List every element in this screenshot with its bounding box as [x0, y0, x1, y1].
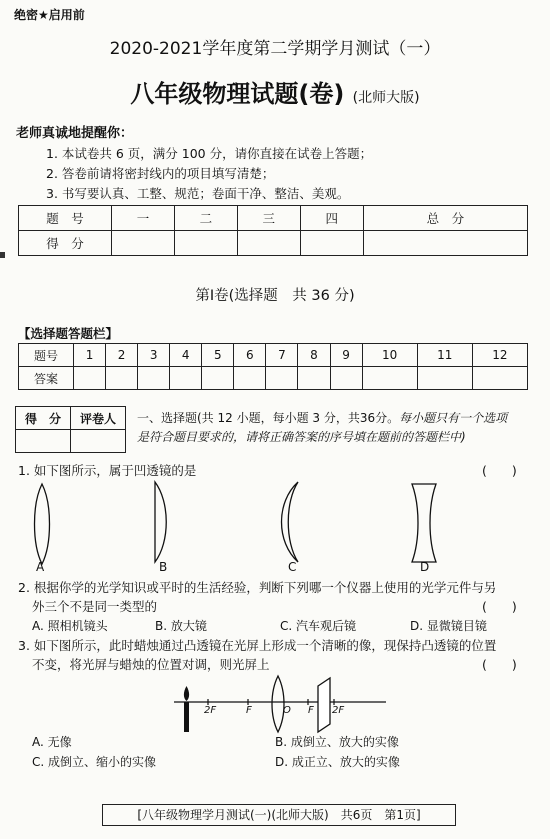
q2-option-a[interactable]: A. 照相机镜头: [32, 619, 108, 633]
reminder-title: 老师真诚地提醒你：: [16, 126, 134, 141]
paper-edition: (北师大版): [352, 90, 420, 106]
label-o: O: [283, 705, 291, 716]
label-2f-left: 2F: [204, 705, 217, 716]
grader-box: [15, 406, 126, 453]
lens-a-icon: [35, 484, 50, 564]
reminder-item-2: 2. 答卷前请将密封线内的项目填写清楚；: [46, 166, 275, 181]
answer-cell[interactable]: [330, 367, 362, 390]
answer-cell[interactable]: [362, 367, 417, 390]
answer-row: [19, 367, 528, 390]
answer-number: 10: [362, 344, 417, 367]
answer-cell[interactable]: [417, 367, 472, 390]
convex-lens-icon: [272, 676, 284, 732]
q1-text: 1. 如下图所示，属于凹透镜的是: [18, 463, 197, 478]
part-title: 第Ⅰ卷(选择题 共 36 分): [195, 288, 355, 304]
answer-number: 2: [106, 344, 138, 367]
section1-instruction-1: 每小题只有一个选项: [399, 411, 508, 425]
score-cell[interactable]: [174, 231, 237, 256]
flame-icon: [184, 686, 189, 701]
answer-cell[interactable]: [234, 367, 266, 390]
answer-number: 12: [472, 344, 527, 367]
paper-title-main: 八年级物理试题(卷): [130, 80, 345, 108]
q1-label-d: D: [420, 560, 430, 574]
screen-icon: [318, 678, 330, 732]
score-cell[interactable]: [363, 231, 527, 256]
q3-option-c[interactable]: C. 成倒立、缩小的实像: [32, 755, 157, 769]
paper-title: [0, 74, 550, 109]
section1-heading: 一、选择题(共 12 小题，每小题 3 分，共36分。: [137, 411, 400, 425]
section1-instruction-2: 是符合题目要求的，请将正确答案的序号填在题前的答题栏中): [137, 430, 466, 444]
answer-number: 4: [170, 344, 202, 367]
q3-option-d[interactable]: D. 成正立、放大的实像: [275, 755, 400, 769]
lens-c-icon: [282, 482, 299, 562]
q3-line1: 3. 如下图所示，此时蜡烛通过凸透镜在光屏上形成一个清晰的像，现保持凸透镜的位置: [18, 638, 497, 653]
score-table: [18, 205, 528, 256]
answer-bar-label: 【选择题答题栏】: [18, 326, 119, 341]
answer-cell[interactable]: [170, 367, 202, 390]
label-f-left: F: [246, 705, 252, 716]
q3-option-a[interactable]: A. 无像: [32, 735, 72, 749]
answer-number-row: [19, 344, 528, 367]
q2-line1: 2. 根据你学的光学知识或平时的生活经验，判断下列哪一个仪器上使用的光学元件与另: [18, 580, 497, 595]
answer-number: 11: [417, 344, 472, 367]
answer-number: 3: [138, 344, 170, 367]
q1-lens-diagram: [0, 478, 550, 578]
section1-instructions: [137, 409, 532, 447]
score-col-label: 题 号: [19, 206, 112, 231]
label-2f-right: 2F: [332, 705, 345, 716]
score-cell[interactable]: [300, 231, 363, 256]
q1-label-c: C: [288, 560, 297, 574]
answer-row-label: 答案: [19, 367, 74, 390]
q1-label-a: A: [36, 560, 45, 574]
answer-table: [18, 343, 528, 390]
answer-cell[interactable]: [472, 367, 527, 390]
candle-icon: [184, 702, 189, 732]
label-f-right: F: [308, 705, 314, 716]
answer-cell[interactable]: [266, 367, 298, 390]
grader-score-label: 得 分: [16, 407, 71, 430]
q2-answer-paren[interactable]: ( ): [482, 599, 517, 614]
grader-header-row: [16, 407, 126, 430]
score-cell[interactable]: [112, 231, 175, 256]
binding-mark: [0, 252, 5, 258]
answer-number: 8: [298, 344, 330, 367]
grader-reviewer-cell[interactable]: [71, 430, 126, 453]
q2-option-d[interactable]: D. 显微镜目镜: [410, 619, 487, 633]
score-col-4: 四: [300, 206, 363, 231]
grader-reviewer-label: 评卷人: [71, 407, 126, 430]
lens-b-icon: [155, 482, 166, 562]
q3-option-b[interactable]: B. 成倒立、放大的实像: [275, 735, 399, 749]
answer-number: 5: [202, 344, 234, 367]
score-header-row: [19, 206, 528, 231]
grader-value-row: [16, 430, 126, 453]
score-col-3: 三: [237, 206, 300, 231]
page-footer: [八年级物理学月测试(一)(北师大版) 共6页 第1页]: [102, 804, 456, 826]
confidential-tag: 绝密★启用前: [14, 8, 85, 22]
answer-number: 9: [330, 344, 362, 367]
q3-line2: 不变，将光屏与蜡烛的位置对调，则光屏上: [32, 657, 270, 672]
score-cell[interactable]: [237, 231, 300, 256]
q3-answer-paren[interactable]: ( ): [482, 657, 517, 672]
score-row-label: 得 分: [19, 231, 112, 256]
answer-number: 6: [234, 344, 266, 367]
score-col-1: 一: [112, 206, 175, 231]
answer-cell[interactable]: [138, 367, 170, 390]
answer-number: 7: [266, 344, 298, 367]
reminder-item-3: 3. 书写要认真、工整、规范；卷面干净、整洁、美观。: [46, 186, 350, 201]
q2-option-c[interactable]: C. 汽车观后镜: [280, 619, 357, 633]
answer-number: 1: [74, 344, 106, 367]
q1-answer-paren[interactable]: ( ): [482, 463, 517, 478]
answer-cell[interactable]: [74, 367, 106, 390]
lens-d-icon: [412, 484, 436, 562]
q2-line2: 外三个不是同一类型的: [32, 599, 158, 614]
grader-score-cell[interactable]: [16, 430, 71, 453]
score-col-total: 总 分: [363, 206, 527, 231]
q2-option-b[interactable]: B. 放大镜: [155, 619, 207, 633]
reminder-item-1: 1. 本试卷共 6 页，满分 100 分，请你直接在试卷上答题；: [46, 146, 373, 161]
answer-header-label: 题号: [19, 344, 74, 367]
score-col-2: 二: [174, 206, 237, 231]
answer-cell[interactable]: [298, 367, 330, 390]
exam-title: 2020-2021学年度第二学期学月测试（一）: [109, 39, 441, 59]
score-value-row: [19, 231, 528, 256]
q1-label-b: B: [159, 560, 168, 574]
q3-optics-diagram: [170, 672, 390, 736]
answer-cell[interactable]: [202, 367, 234, 390]
answer-cell[interactable]: [106, 367, 138, 390]
